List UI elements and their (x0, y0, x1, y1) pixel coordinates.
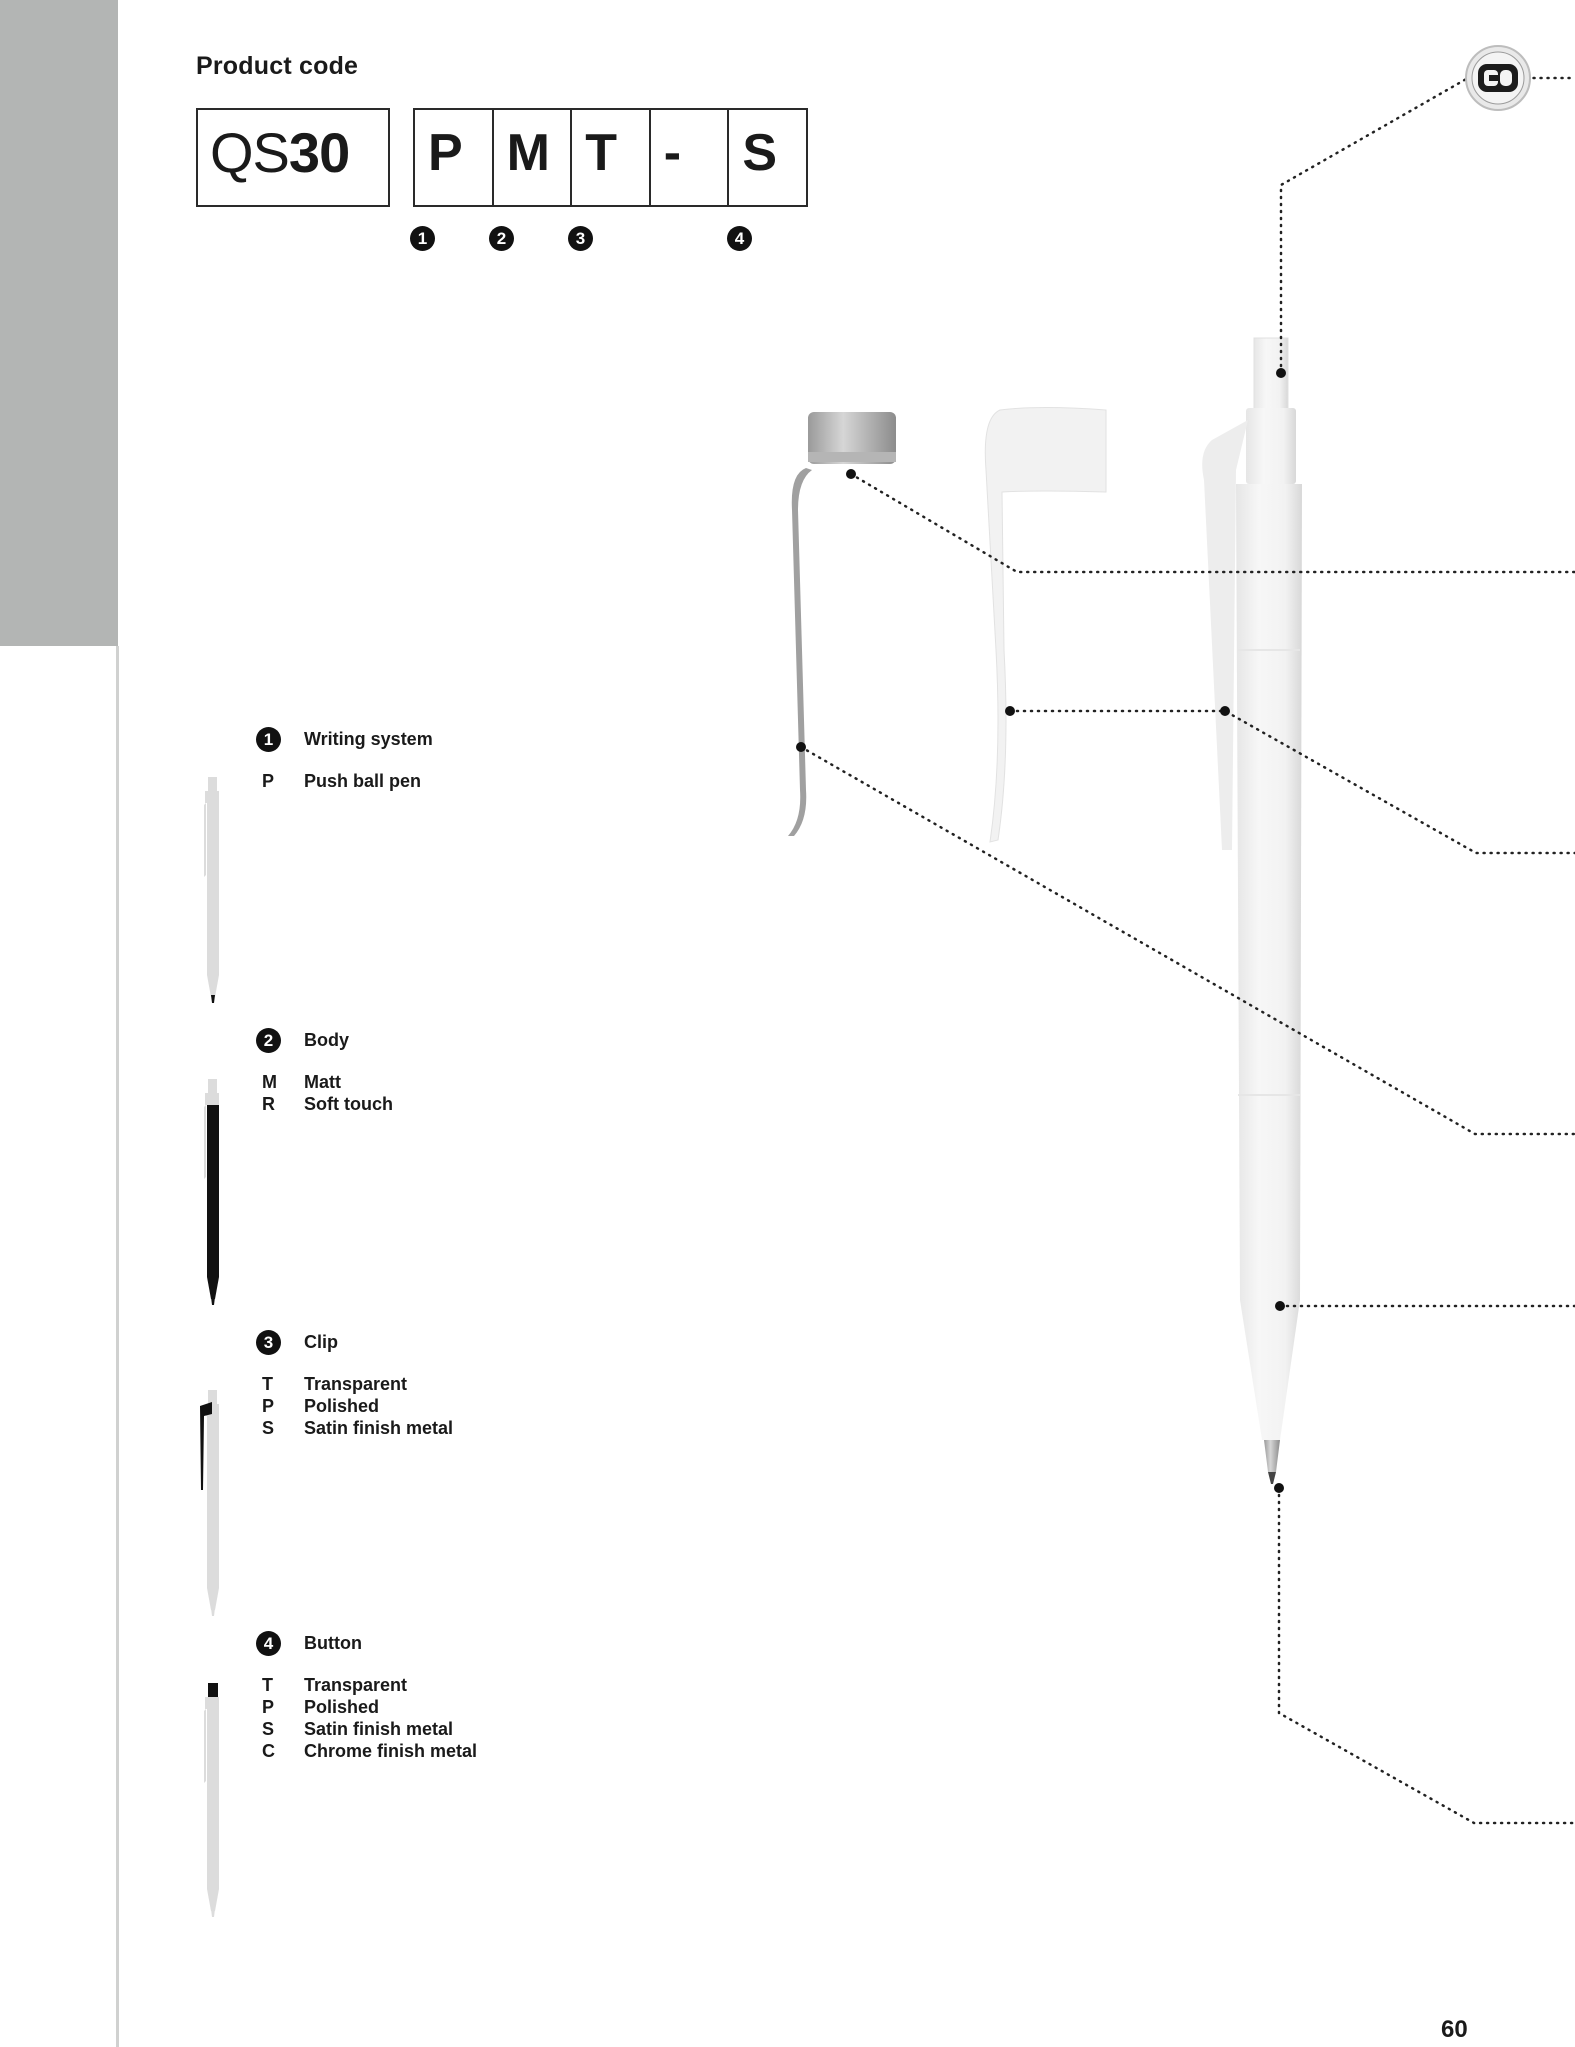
code-segment-clip: T (572, 110, 651, 205)
option-number-badge: 2 (256, 1028, 281, 1053)
code-segment-body: M (494, 110, 573, 205)
option-title: Clip (304, 1332, 338, 1352)
gd-badge-icon (1466, 46, 1530, 110)
option-title: Body (304, 1030, 349, 1050)
clip-polished (985, 408, 1106, 843)
code-marker-4: 4 (727, 226, 752, 251)
code-segment-separator: - (651, 110, 730, 205)
clip-satin-metal (788, 412, 896, 836)
option-number-badge: 3 (256, 1330, 281, 1355)
page-heading: Product code (196, 52, 359, 80)
product-code-prefix-light: QS (210, 121, 289, 184)
code-marker-2: 2 (489, 226, 514, 251)
page-number: 60 (1441, 2016, 1468, 2043)
option-number-badge: 4 (256, 1631, 281, 1656)
product-code-prefix-bold: 30 (288, 121, 350, 184)
callout-lines (801, 78, 1575, 1823)
pen-main (1202, 338, 1302, 1484)
option-title: Button (304, 1633, 362, 1653)
code-segment-writing-system: P (415, 110, 494, 205)
code-marker-3: 3 (568, 226, 593, 251)
option-title: Writing system (304, 729, 433, 749)
option-number-badge: 1 (256, 727, 281, 752)
code-segment-button: S (742, 124, 778, 182)
code-marker-1: 1 (410, 226, 435, 251)
